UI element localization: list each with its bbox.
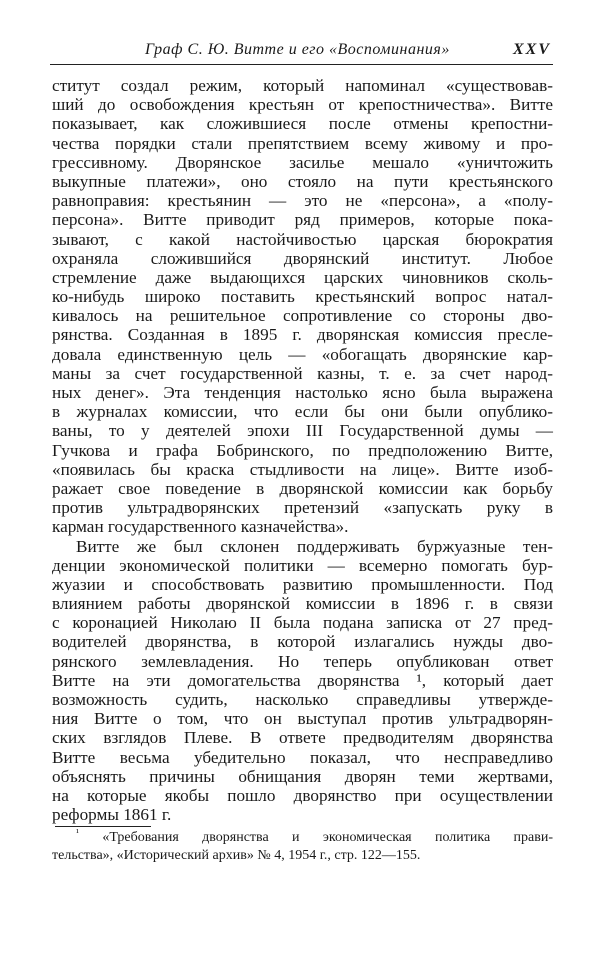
running-header	[50, 38, 553, 65]
text-line: рянского землевладения. Но теперь опубликован ответ	[52, 651, 553, 671]
text-line: ных денег». Эта тенденция настолько ясно была выражена	[52, 383, 553, 402]
text-line: Витте же был склонен поддерживать буржуазные тен-	[76, 536, 553, 556]
text-line: ко-нибудь широко поставить крестьянский вопрос натал-	[52, 287, 553, 307]
paragraph-1	[52, 76, 553, 537]
text-line: карман государственного казначейства».	[52, 517, 349, 537]
text-line: кивалось на решительное сопротивление со стороны дво-	[52, 306, 553, 326]
text-line: грессивному. Дворянское засилье мешало «уничтожить	[52, 152, 553, 172]
running-title: Граф С. Ю. Витте и его «Воспоминания»	[145, 41, 450, 58]
footnote-marker: ¹	[76, 827, 79, 839]
text-line: довала единственную цель — «обогащать дворянские кар-	[52, 344, 553, 364]
footnote-text: «Требования дворянства и экономическая политика прави-	[102, 830, 553, 845]
footnote	[52, 829, 553, 865]
text-line: ститут создал режим, который напоминал «существовав-	[52, 76, 553, 95]
text-line: водителей дворянства, в которой излагались нужды дво-	[52, 632, 553, 652]
text-line: стремление даже выдающихся царских чиновников сколь-	[52, 267, 553, 287]
text-line: ший до освобождения крестьян от крепостничества». Витте	[52, 95, 553, 115]
body-text	[52, 76, 553, 824]
text-line: чества порядки стали препятствием всему живому и про-	[52, 133, 553, 153]
text-line: Витте весьма убедительно показал, что несправедливо	[52, 747, 553, 767]
footnote-line: тельства», «Исторический архив» № 4, 1954 г., стр. 122—155.	[52, 848, 421, 863]
text-line: «появилась бы краска стыдливости на лице». Витте изоб-	[52, 459, 553, 479]
text-line: ражает свое поведение в дворянской комиссии как борьбу	[52, 478, 553, 498]
text-line: влиянием работы дворянской комиссии в 1896 г. в связи	[52, 594, 553, 614]
text-line: Витте на эти домогательства дворянства ¹, который дает	[52, 670, 553, 690]
text-line: ния Витте о том, что он выступал против ультрадворян-	[52, 709, 553, 729]
text-line: объяснять причины обнищания дворян теми жертвами,	[52, 766, 553, 786]
page-number: XXV	[512, 41, 551, 58]
text-line: денции экономической политики — всемерно помогать бур-	[52, 555, 553, 575]
text-line: равноправия: крестьянин — это не «персона», а «полу-	[52, 191, 553, 211]
text-line: Гучкова и графа Бобринского, по предположению Витте,	[52, 440, 553, 460]
text-line: против ультрадворянских претензий «запускать руку в	[52, 498, 553, 518]
text-line: персона». Витте приводит ряд примеров, которые пока-	[52, 210, 553, 230]
text-line: охраняла сложившийся дворянский институт. Любое	[52, 248, 553, 268]
text-line: на которые якобы пошло дворянство при осуществлении	[52, 785, 553, 805]
text-line: в журналах комиссии, что если бы они были опублико-	[52, 402, 553, 422]
footnote-line	[52, 829, 553, 847]
text-line: ских взглядов Плеве. В ответе предводителям дворянства	[52, 728, 553, 748]
text-line: рянства. Созданная в 1895 г. дворянская комиссия пресле-	[52, 325, 553, 345]
text-line: показывает, как сложившиеся после отмены крепостни-	[52, 114, 553, 134]
text-line: возможность судить, насколько справедливы утвержде-	[52, 690, 553, 709]
paragraph-2	[52, 537, 553, 825]
text-line: зывают, с какой настойчивостью царская бюрократия	[52, 229, 553, 249]
text-line: с коронацией Николаю II была подана записка от 27 пред-	[52, 613, 553, 633]
text-line: ваны, то у деятелей эпохи III Государственной думы —	[52, 421, 553, 441]
footnote-divider	[55, 826, 151, 827]
text-line: реформы 1861 г.	[52, 805, 172, 825]
text-line: маны за счет государственной казны, т. е. за счет народ-	[52, 363, 553, 383]
text-line: выкупные платежи», оно стояло на пути крестьянского	[52, 171, 553, 191]
text-line: жуазии и способствовать развитию промышленности. Под	[52, 574, 553, 594]
